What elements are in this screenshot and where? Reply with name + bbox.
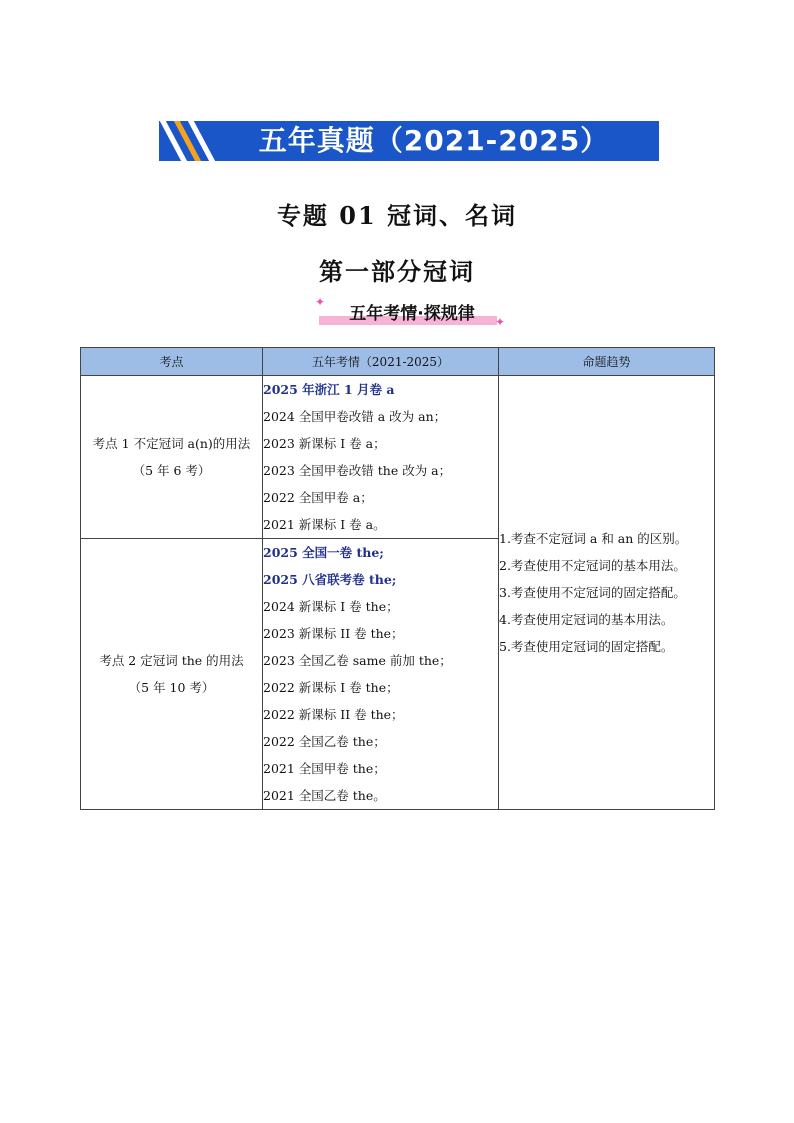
banner-title: 五年真题（2021-2025） — [258, 124, 610, 157]
table-header-row — [81, 348, 715, 376]
section-tag — [315, 295, 507, 329]
exam-entry: 2025 年浙江 1 月卷 a — [263, 382, 395, 397]
exam-entry: 2023 全国甲卷改错 the 改为 a； — [263, 463, 452, 478]
header-point: 考点 — [81, 348, 263, 376]
point-name: 考点 1 不定冠词 a(n)的用法 — [92, 436, 251, 451]
point-name: 考点 2 定冠词 the 的用法 — [99, 653, 244, 668]
exam-entry: 2022 全国乙卷 the； — [263, 734, 386, 749]
exam-entry: 2024 全国甲卷改错 a 改为 an； — [263, 409, 447, 424]
exam-entry: 2021 全国乙卷 the。 — [263, 788, 386, 803]
trend-item: 5.考查使用定冠词的固定搭配。 — [499, 639, 674, 654]
exam-entry: 2021 新课标 I 卷 a。 — [263, 517, 386, 532]
trend-item: 2.考查使用不定冠词的基本用法。 — [499, 558, 686, 573]
sparkle-icon: ✦ — [315, 295, 326, 309]
trend-item: 4.考查使用定冠词的基本用法。 — [499, 612, 674, 627]
trend-item: 3.考查使用不定冠词的固定搭配。 — [499, 585, 686, 600]
exam-entry: 2021 全国甲卷 the； — [263, 761, 386, 776]
exam-entry: 2022 全国甲卷 a； — [263, 490, 373, 505]
title-banner — [159, 121, 659, 161]
years-cell — [263, 539, 499, 810]
exam-entry: 2023 新课标 II 卷 the； — [263, 626, 404, 641]
trend-item: 1.考查不定冠词 a 和 an 的区别。 — [499, 531, 688, 546]
exam-entry: 2025 八省联考卷 the; — [263, 572, 397, 587]
exam-entry: 2022 新课标 II 卷 the； — [263, 707, 404, 722]
exam-points-table — [80, 347, 715, 810]
point-cell — [81, 376, 263, 539]
section-tag-text: 五年考情·探规律 — [349, 304, 475, 324]
trend-cell — [499, 376, 715, 810]
header-years: 五年考情（2021-2025） — [263, 348, 499, 376]
exam-entry: 2022 新课标 I 卷 the； — [263, 680, 399, 695]
point-count: （5 年 10 考） — [128, 680, 215, 695]
point-count: （5 年 6 考） — [132, 463, 211, 478]
part-title: 第一部分冠词 — [319, 257, 475, 286]
exam-entry: 2025 全国一卷 the; — [263, 545, 384, 560]
point-cell — [81, 539, 263, 810]
topic-title: 专题 01 冠词、名词 — [276, 201, 518, 230]
exam-entry: 2024 新课标 I 卷 the； — [263, 599, 399, 614]
header-trend: 命题趋势 — [499, 348, 715, 376]
table-row — [81, 376, 715, 539]
years-cell — [263, 376, 499, 539]
sparkle-icon: ✦ — [494, 315, 505, 329]
exam-entry: 2023 全国乙卷 same 前加 the； — [263, 653, 452, 668]
exam-entry: 2023 新课标 I 卷 a； — [263, 436, 386, 451]
